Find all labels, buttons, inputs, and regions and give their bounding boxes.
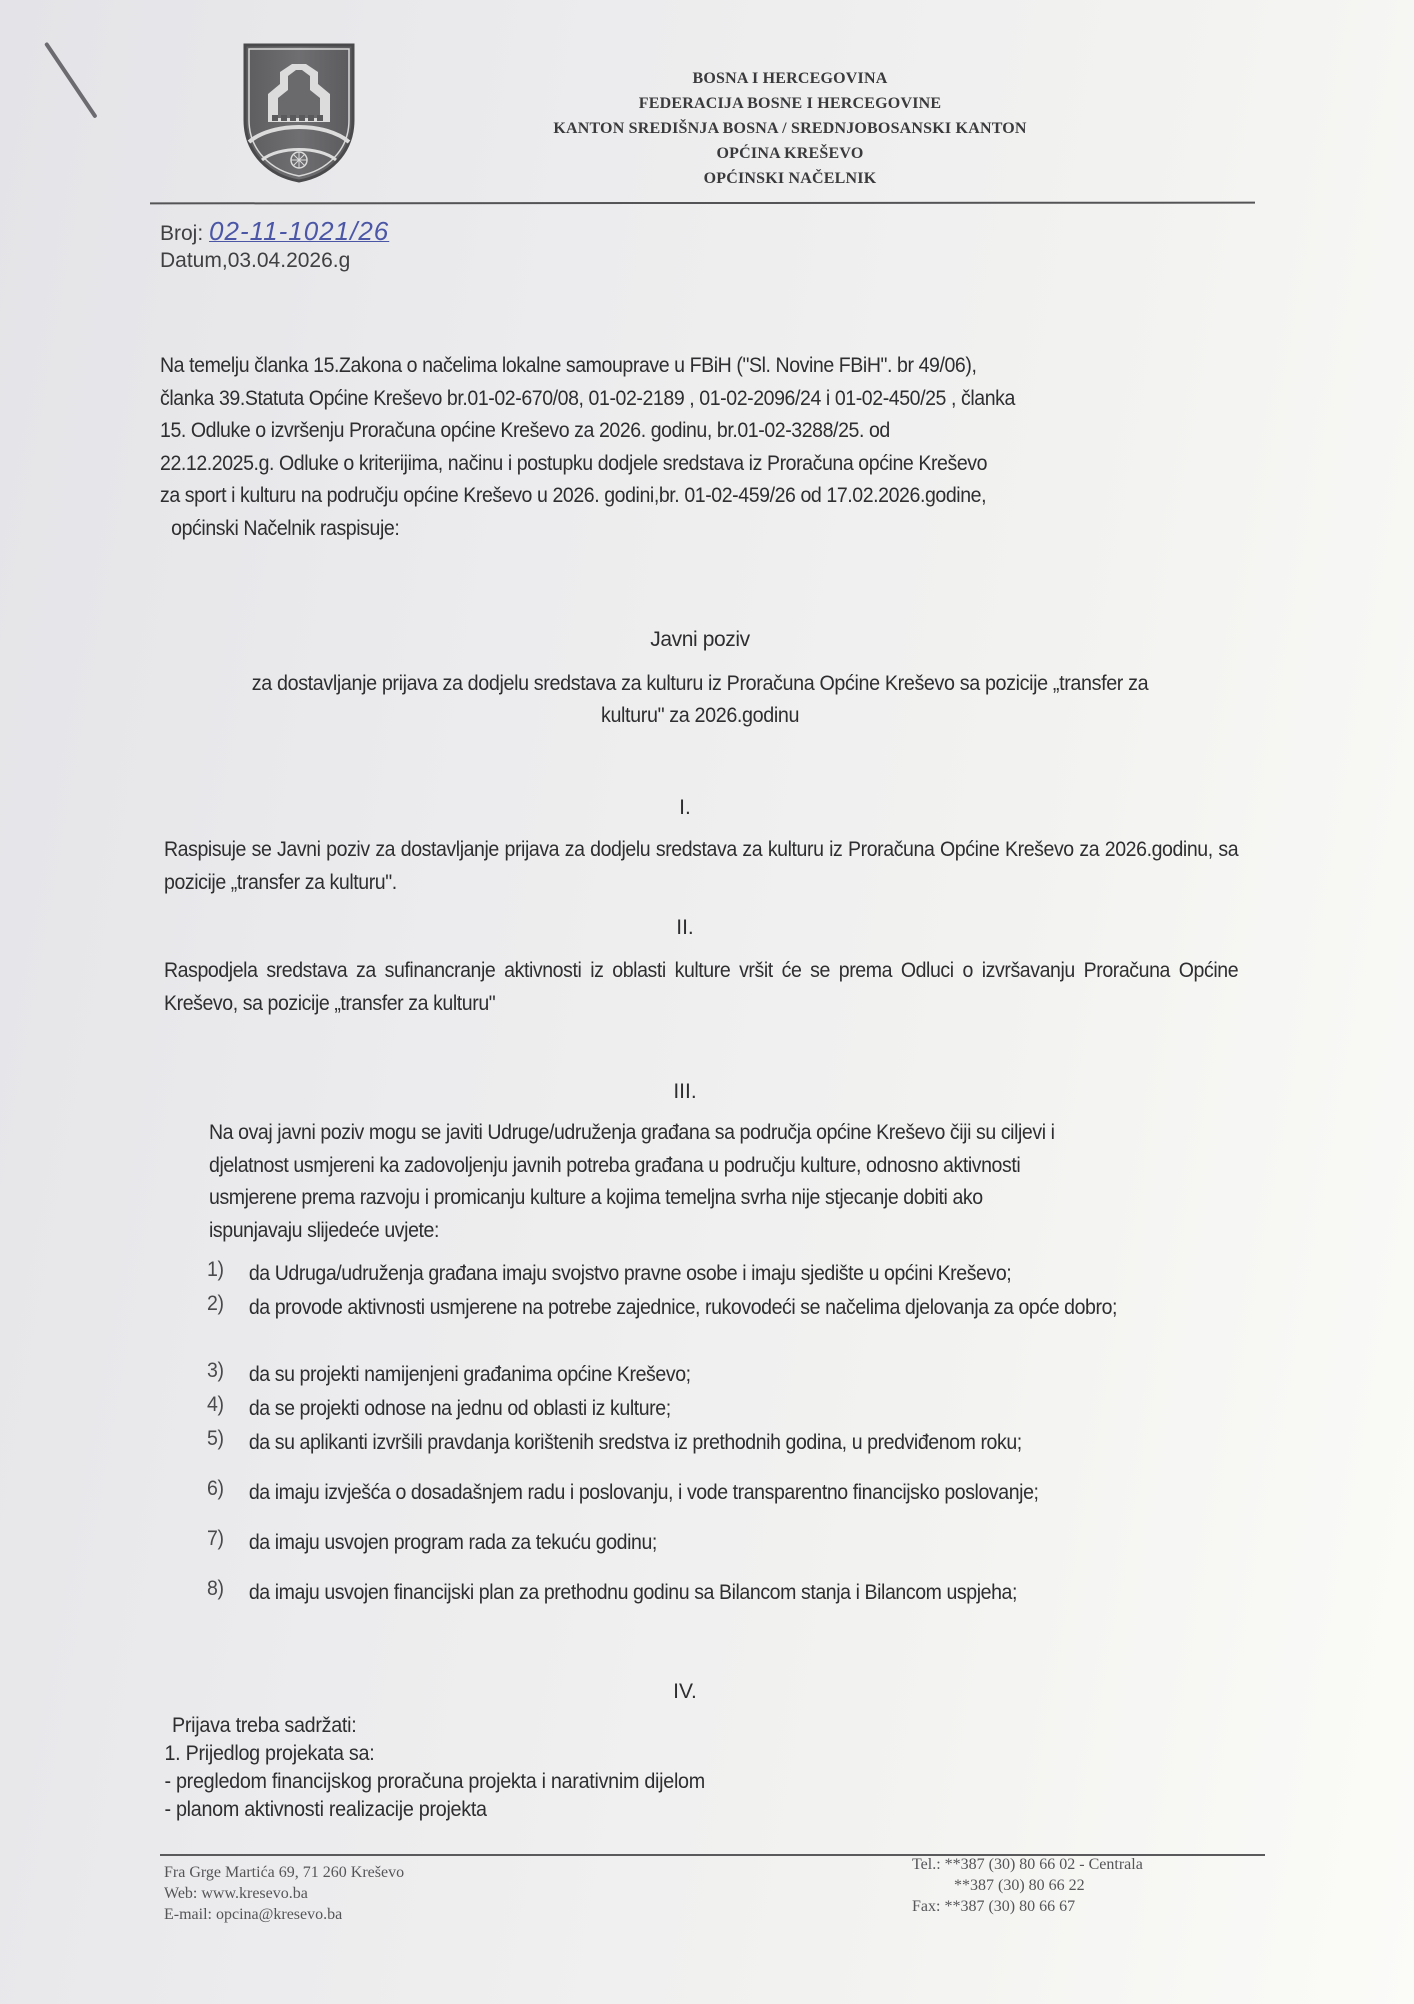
section-numeral-3: III. bbox=[673, 1080, 697, 1103]
condition-number: 3) bbox=[207, 1359, 224, 1382]
section-4-item: 1. Prijedlog projekata sa: bbox=[164, 1742, 375, 1765]
reference-block bbox=[160, 218, 389, 274]
section-numeral-2: II. bbox=[676, 916, 694, 939]
intro-line: 15. Odluke o izvršenju Proračuna općine Kreševo za 2026. godinu, br.01-02-3288/25. od bbox=[160, 419, 890, 442]
footer-tel: Tel.: **387 (30) 80 66 02 - Centrala bbox=[912, 1856, 1143, 1873]
condition-text: da su aplikanti izvršili pravdanja korištenih sredstva iz prethodnih godina, u predviđenom roku; bbox=[248, 1431, 1022, 1454]
section-4-text bbox=[164, 1712, 705, 1824]
section-3-line: Na ovaj javni poziv mogu se javiti Udruge/udruženja građana sa područja općine Kreševo čiji su ciljevi i bbox=[209, 1121, 1055, 1144]
footer-contact-left bbox=[164, 1862, 404, 1925]
condition-number: 2) bbox=[207, 1292, 224, 1315]
condition-text: da imaju izvješća o dosadašnjem radu i poslovanju, i vode transparentno financijsko poslovanje; bbox=[248, 1481, 1039, 1504]
condition-item bbox=[207, 1292, 1235, 1359]
footer-email: E-mail: opcina@kresevo.ba bbox=[164, 1906, 343, 1923]
intro-line: članka 39.Statuta Općine Kreševo br.01-02-670/08, 01-02-2189 , 01-02-2096/24 i 01-02-450/25 , članka bbox=[160, 386, 1015, 410]
header-line-federation: FEDERACIJA BOSNE I HERCEGOVINE bbox=[638, 95, 942, 112]
section-2-text: Raspodjela sredstava za sufinancranje aktivnosti iz oblasti kulture vršit će se prema Odluci o izvršavanju Proračuna Općine Kreševo, sa pozicije „transfer za kulturu" bbox=[164, 959, 1239, 1015]
legal-basis-paragraph bbox=[160, 350, 1231, 545]
section-4-bullet: - pregledom financijskog proračuna projekta i narativnim dijelom bbox=[164, 1770, 705, 1793]
subtitle-line: za dostavljanje prijava za dodjelu sredstava za kulturu iz Proračuna Općine Kreševo sa pozicije „transfer za bbox=[251, 672, 1149, 695]
condition-item bbox=[207, 1359, 1235, 1393]
conditions-list bbox=[207, 1258, 1235, 1611]
condition-text: da provode aktivnosti usmjerene na potrebe zajednice, rukovodeći se načelima djelovanja za opće dobro; bbox=[248, 1296, 1118, 1319]
condition-text: da imaju usvojen financijski plan za prethodnu godinu sa Bilancom stanja i Bilancom uspjeha; bbox=[248, 1581, 1017, 1604]
section-3-line: djelatnost usmjereni ka zadovoljenju javnih potreba građana u području kulture, odnosno aktivnosti bbox=[209, 1153, 1021, 1177]
reference-number-label: Broj: bbox=[160, 222, 204, 245]
condition-item bbox=[207, 1527, 1235, 1577]
footer-address: Fra Grge Martića 69, 71 260 Kreševo bbox=[164, 1864, 405, 1881]
footer-tel-2: **387 (30) 80 66 22 bbox=[954, 1877, 1085, 1894]
condition-number: 1) bbox=[207, 1258, 224, 1281]
intro-line: za sport i kulturu na području općine Kreševo u 2026. godini,br. 01-02-459/26 od 17.02.2026.godine, bbox=[160, 484, 987, 507]
header-line-canton: KANTON SREDIŠNJA BOSNA / SREDNJOBOSANSKI KANTON bbox=[553, 120, 1027, 137]
section-4-intro: Prijava treba sadržati: bbox=[172, 1714, 357, 1737]
condition-number: 4) bbox=[207, 1393, 224, 1416]
section-numeral-1: I. bbox=[679, 796, 691, 819]
condition-text: da se projekti odnose na jednu od oblasti iz kulture; bbox=[248, 1397, 671, 1420]
condition-number: 5) bbox=[207, 1427, 224, 1450]
section-3-text bbox=[209, 1117, 1237, 1247]
section-1-text: Raspisuje se Javni poziv za dostavljanje prijava za dodjelu sredstava za kulturu iz Proračuna Općine Kreševo za 2026.godinu, sa pozicije „transfer za kulturu". bbox=[164, 838, 1239, 894]
section-4-bullet: - planom aktivnosti realizacije projekta bbox=[164, 1798, 487, 1821]
condition-item bbox=[207, 1258, 1235, 1292]
coat-of-arms-icon bbox=[242, 42, 356, 184]
footer-web: Web: www.kresevo.ba bbox=[164, 1885, 308, 1902]
date-value: 03.04.2026.g bbox=[227, 249, 351, 272]
date-label: Datum, bbox=[160, 249, 228, 272]
footer-contact-right bbox=[912, 1854, 1143, 1917]
condition-text: da su projekti namijenjeni građanima općine Kreševo; bbox=[248, 1363, 691, 1386]
condition-text: da Udruga/udruženja građana imaju svojstvo pravne osobe i imaju sjedište u općini Kreševo; bbox=[248, 1262, 1012, 1285]
footer-fax: Fax: **387 (30) 80 66 67 bbox=[912, 1898, 1076, 1915]
intro-line: Na temelju članka 15.Zakona o načelima lokalne samouprave u FBiH ("Sl. Novine FBiH". br 49/06), bbox=[160, 354, 977, 377]
document-subtitle bbox=[192, 668, 1207, 732]
section-numeral-4: IV. bbox=[673, 1680, 697, 1703]
condition-item bbox=[207, 1427, 1235, 1477]
condition-item bbox=[207, 1477, 1235, 1527]
header-line-country: BOSNA I HERCEGOVINA bbox=[692, 70, 888, 87]
section-3-line: ispunjavaju slijedeće uvjete: bbox=[209, 1218, 439, 1242]
condition-number: 7) bbox=[207, 1527, 224, 1550]
reference-number-handwritten: 02-11-1021/26 bbox=[209, 216, 390, 246]
condition-number: 6) bbox=[207, 1477, 224, 1500]
condition-text: da imaju usvojen program rada za tekuću godinu; bbox=[248, 1531, 657, 1554]
issuer-header bbox=[440, 66, 1140, 191]
pen-mark bbox=[44, 42, 98, 119]
subtitle-line: kulturu" za 2026.godinu bbox=[600, 704, 800, 727]
header-line-municipality: OPĆINA KREŠEVO bbox=[716, 145, 864, 162]
intro-closing: općinski Načelnik raspisuje: bbox=[171, 516, 400, 540]
document-title: Javni poziv bbox=[650, 628, 750, 651]
intro-line: 22.12.2025.g. Odluke o kriterijima, načinu i postupku dodjele sredstava iz Proračuna općine Kreševo bbox=[160, 451, 988, 475]
condition-number: 8) bbox=[207, 1577, 224, 1600]
header-line-office: OPĆINSKI NAČELNIK bbox=[703, 170, 877, 187]
section-3-line: usmjerene prema razvoju i promicanju kulture a kojima temeljna svrha nije stjecanje dobiti ako bbox=[209, 1186, 983, 1209]
condition-item bbox=[207, 1577, 1235, 1611]
header-divider bbox=[150, 202, 1255, 205]
condition-item bbox=[207, 1393, 1235, 1427]
